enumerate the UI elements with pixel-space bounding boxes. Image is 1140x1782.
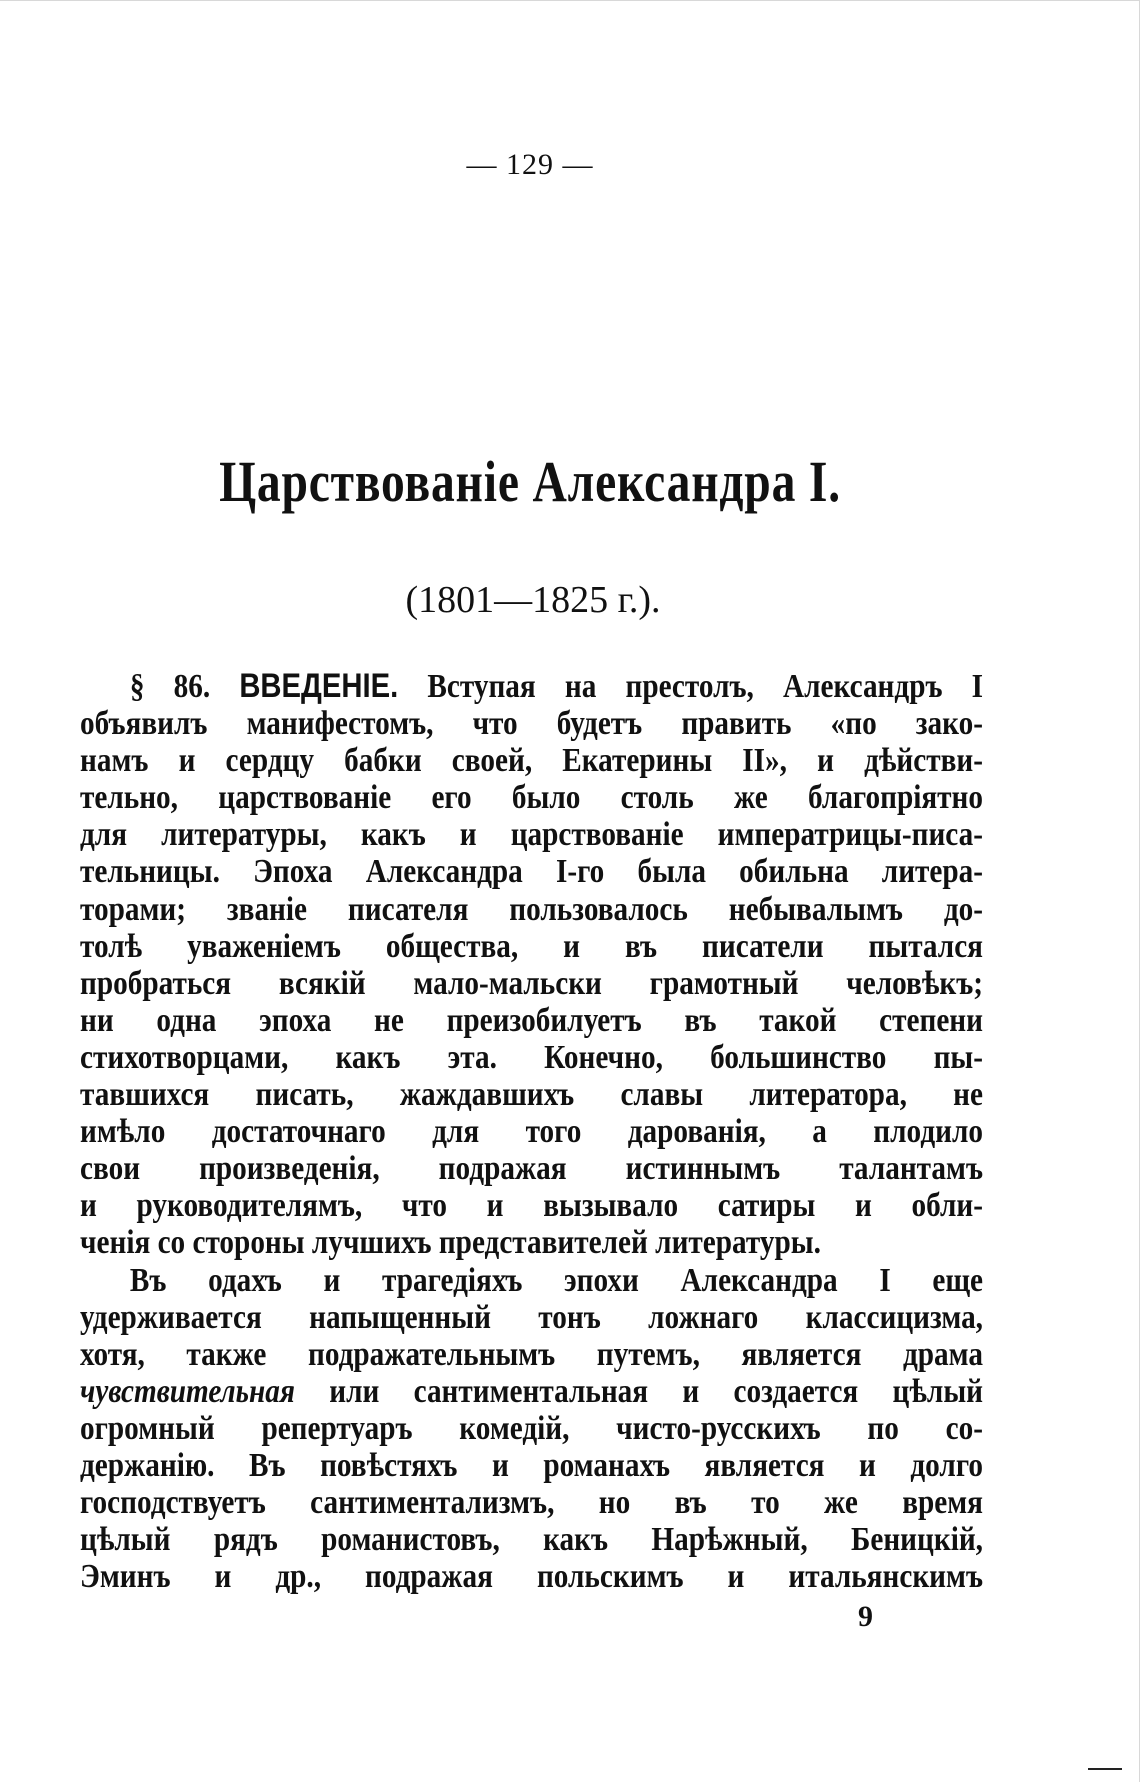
chapter-years: (1801—1825 г.).	[405, 579, 661, 621]
paragraph-2-line: огромный репертуаръ комедій, чисто-русскихъ по со-	[80, 1409, 983, 1447]
bottom-rule	[1088, 1768, 1122, 1770]
paragraph-1-line: имѣло достаточнаго для того дарованія, а плодило	[80, 1113, 983, 1151]
paragraph-2-line: удерживается напыщенный тонъ ложнаго классицизма,	[80, 1298, 983, 1336]
paragraph-2-line-rest: или сантиментальная и создается цѣлый	[294, 1372, 983, 1410]
paragraph-2-line: Эминъ и др., подражая польскимъ и итальянскимъ	[80, 1558, 983, 1596]
paragraph-1-line-0: Вступая на престолъ, Александръ I	[427, 668, 984, 705]
page-top-edge	[0, 0, 1140, 1]
paragraph-1-line: свои произведенія, подражая истиннымъ талантамъ	[80, 1150, 983, 1188]
paragraph-1-line: для литературы, какъ и царствованіе императрицы-писа-	[80, 816, 983, 854]
paragraph-1-line: стихотворцами, какъ эта. Конечно, большинство пы-	[80, 1038, 983, 1076]
paragraph-2-line: цѣлый рядъ романистовъ, какъ Нарѣжный, Беницкій,	[80, 1521, 983, 1559]
section-number: § 86.	[129, 668, 211, 705]
section-heading: ВВЕДЕНІЕ.	[239, 667, 399, 705]
paragraph-2-line: держанію. Въ повѣстяхъ и романахъ является и долго	[80, 1446, 983, 1484]
paragraph-1-line: торами; званіе писателя пользовалось небывалымъ до-	[80, 890, 983, 928]
paragraph-1-line: толѣ уваженіемъ общества, и въ писатели пытался	[80, 927, 983, 965]
paragraph-1-first-line	[80, 668, 983, 705]
body-text	[80, 668, 983, 1595]
italic-term: чувствительная	[80, 1372, 295, 1410]
signature-mark: 9	[858, 1600, 873, 1633]
paragraph-2-line: хотя, также подражательнымъ путемъ, является драма	[80, 1335, 983, 1373]
paragraph-1-last-line: ченія со стороны лучшихъ представителей литературы.	[80, 1224, 821, 1262]
paragraph-1-line: и руководителямъ, что и вызывало сатиры и обли-	[80, 1187, 983, 1225]
paragraph-1-line: тельно, царствованіе его было столь же благопріятно	[80, 779, 983, 817]
paragraph-2-line: Въ одахъ и трагедіяхъ эпохи Александра I еще	[129, 1261, 983, 1299]
paragraph-1-line: тавшихся писать, жаждавшихъ славы литератора, не	[80, 1076, 983, 1114]
paragraph-2-line-with-italic	[80, 1373, 983, 1410]
paragraph-2-line: господствуетъ сантиментализмъ, но въ то же время	[80, 1484, 983, 1522]
paragraph-1-line: объявилъ манифестомъ, что будетъ править «по зако-	[80, 705, 983, 743]
page-number: — 129 —	[466, 148, 594, 181]
chapter-title: Царствованіе Александра I.	[219, 449, 841, 514]
paragraph-1-line: пробраться всякій мало-мальски грамотный человѣкъ;	[80, 964, 983, 1002]
paragraph-1-line: ни одна эпоха не преизобилуетъ въ такой степени	[80, 1001, 983, 1039]
paragraph-1-line: тельницы. Эпоха Александра I-го была обильна литера-	[80, 853, 983, 891]
paragraph-1-line: намъ и сердцу бабки своей, Екатерины II», и дѣйстви-	[80, 742, 983, 780]
